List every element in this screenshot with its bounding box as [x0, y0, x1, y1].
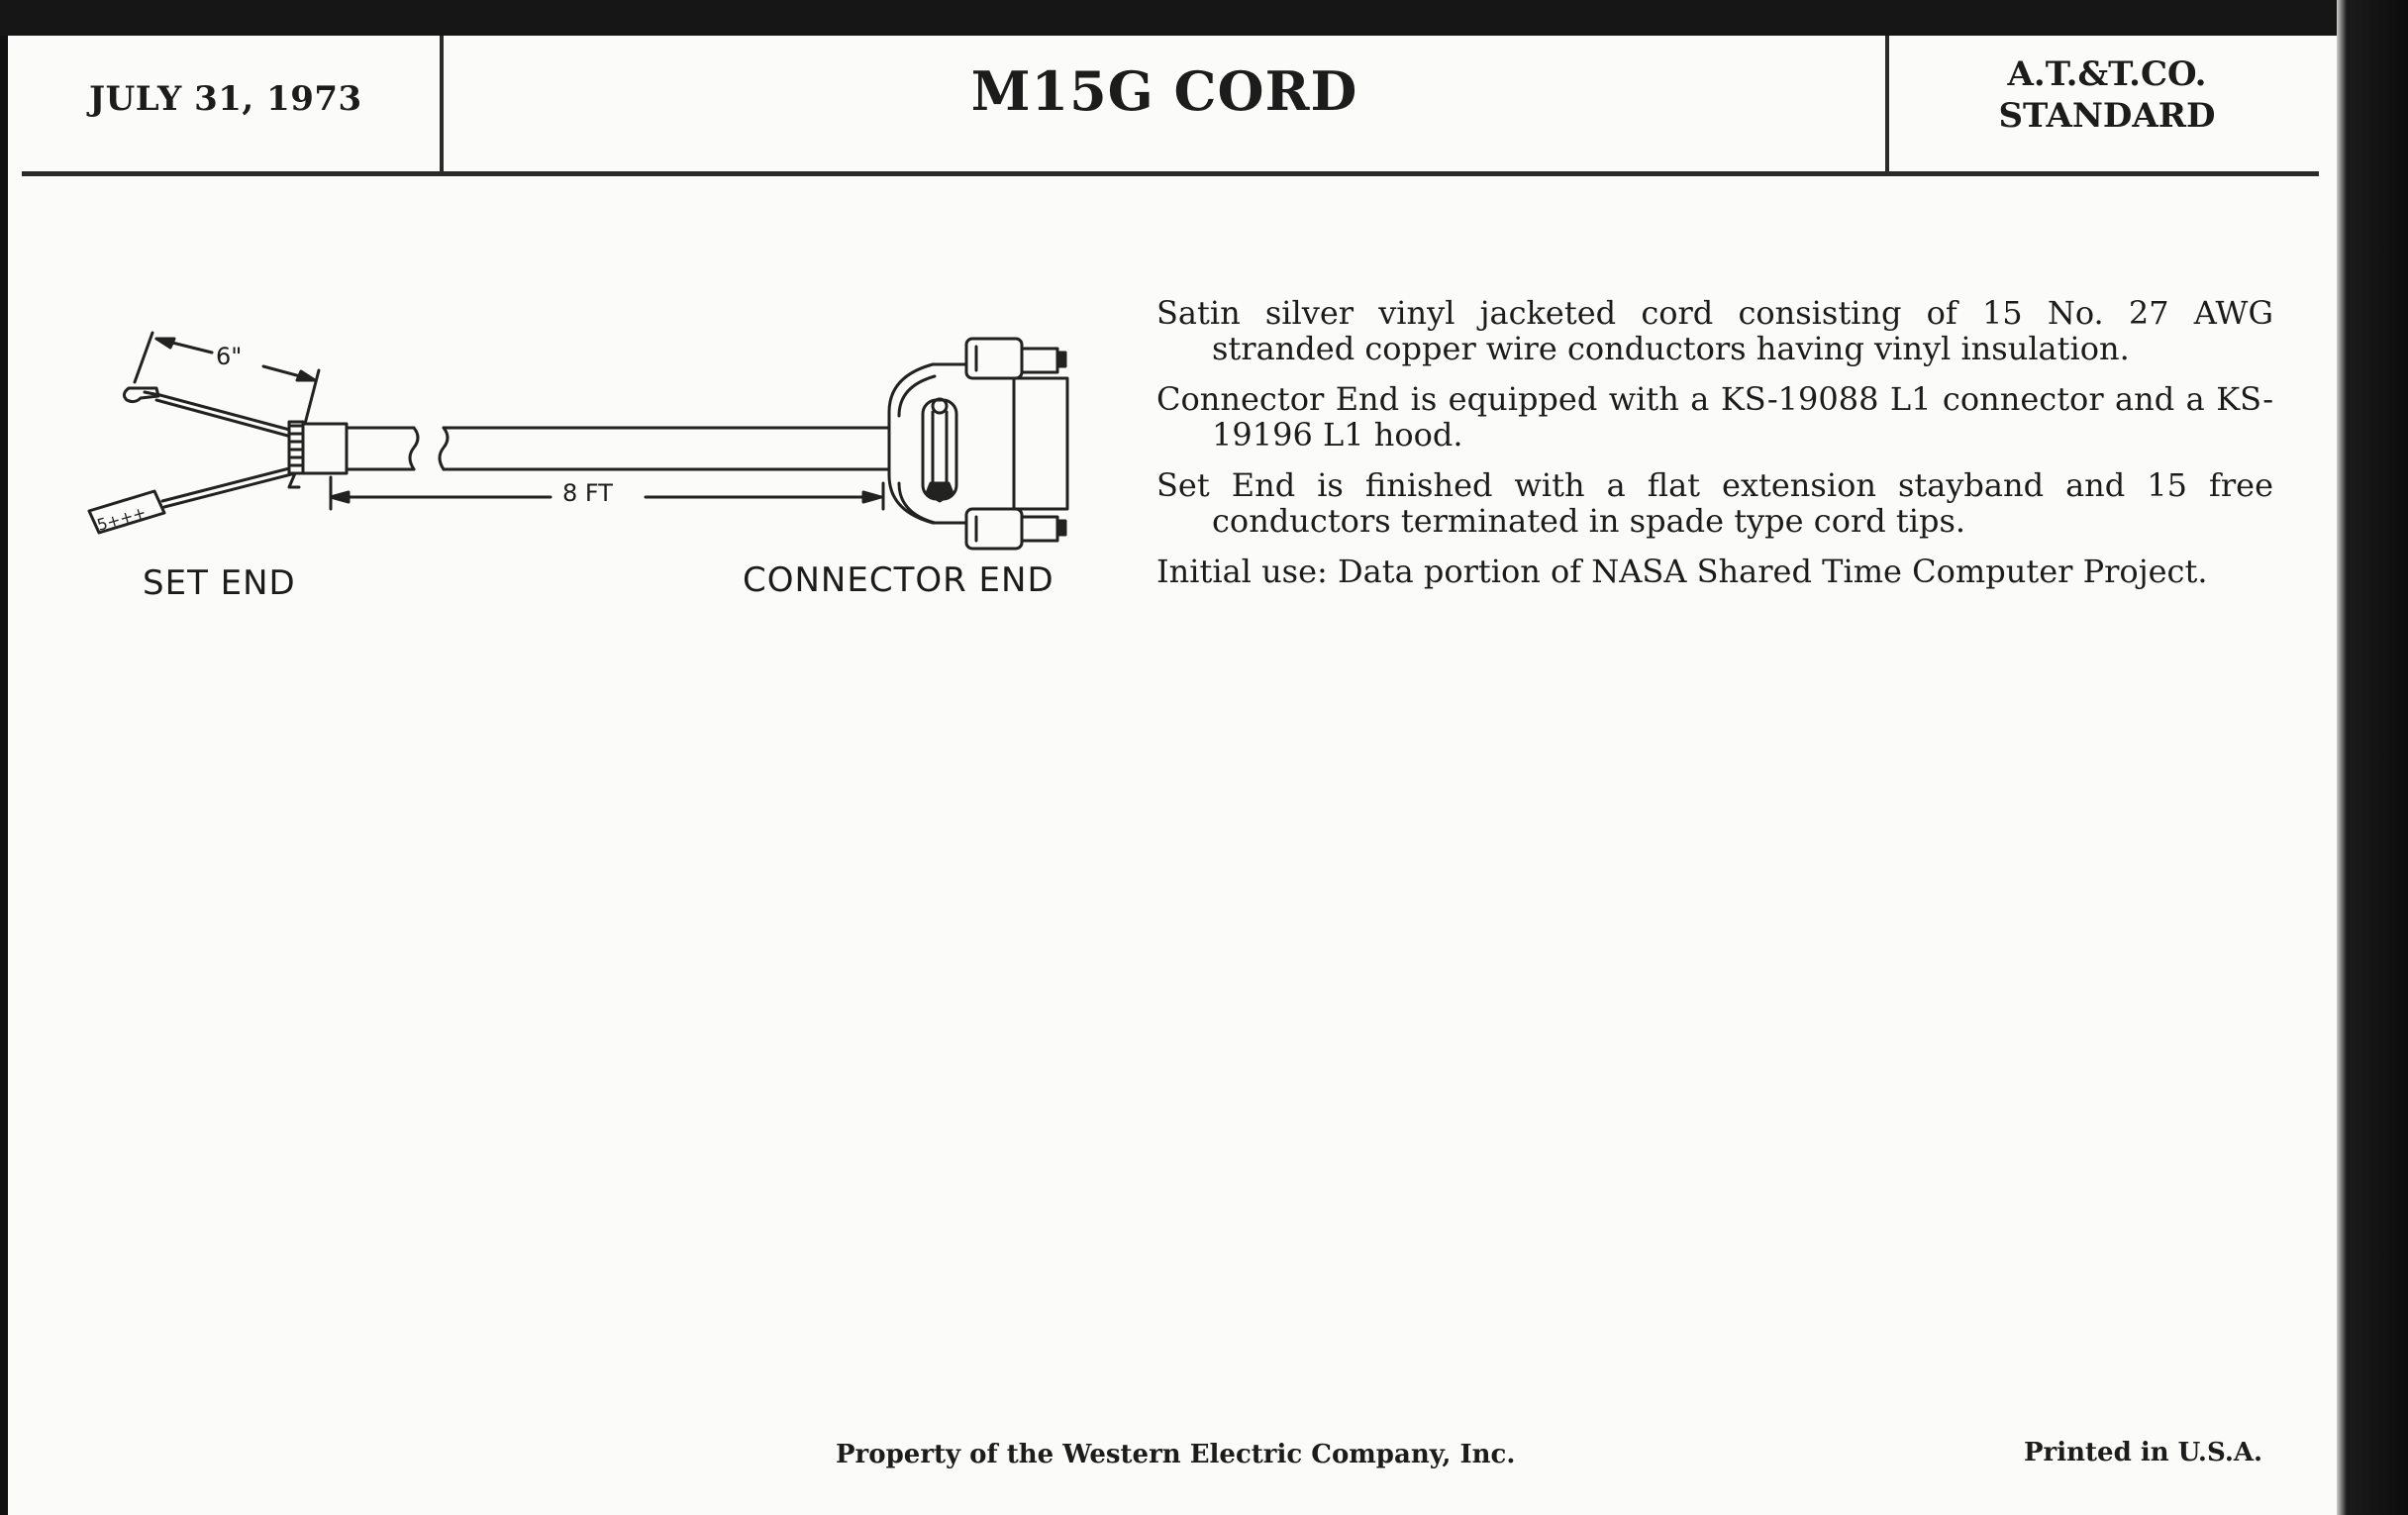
description-paragraph: Initial use: Data portion of NASA Shared Time Computer Project. — [1156, 553, 2208, 590]
cord-body-right — [440, 428, 889, 469]
spade-tip-lower — [89, 465, 303, 535]
cord-length-label: 8 FT — [556, 479, 619, 507]
connector-hood — [889, 364, 1067, 523]
header-rule — [22, 171, 2319, 176]
set-end-label: SET END — [143, 563, 296, 603]
printed-notice: Printed in U.S.A. — [2024, 1438, 2263, 1467]
description-paragraph: Set End is finished with a flat extension stayband and 15 free conductors terminated in spade type cord tips. — [1156, 466, 2273, 540]
issue-date: JULY 31, 1973 — [89, 79, 362, 119]
cord-description — [1156, 295, 2273, 604]
standard-mark — [1889, 53, 2325, 137]
spec-sheet — [8, 36, 2337, 1515]
description-paragraph: Connector End is equipped with a KS-19088 L1 connector and a KS-19196 L1 hood. — [1156, 380, 2273, 454]
scan-top-border — [0, 0, 2337, 36]
stayband — [289, 422, 303, 487]
property-notice: Property of the Western Electric Company, Inc. — [836, 1440, 1516, 1469]
standard-label: STANDARD — [1998, 96, 2216, 136]
scan-right-border — [2337, 0, 2408, 1515]
page-title: M15G CORD — [970, 59, 1358, 123]
connector-end-label: CONNECTOR END — [743, 560, 1054, 600]
standard-org: A.T.&T.CO. — [2007, 54, 2207, 94]
svg-text:5+++: 5+++ — [94, 502, 149, 535]
cord-body-left — [303, 424, 418, 473]
spade-tip-upper — [124, 388, 297, 438]
description-paragraph: Satin silver vinyl jacketed cord consisting of 15 No. 27 AWG stranded copper wire conductors having vinyl insulation. — [1156, 294, 2273, 367]
lead-length-label: 6" — [216, 343, 243, 370]
